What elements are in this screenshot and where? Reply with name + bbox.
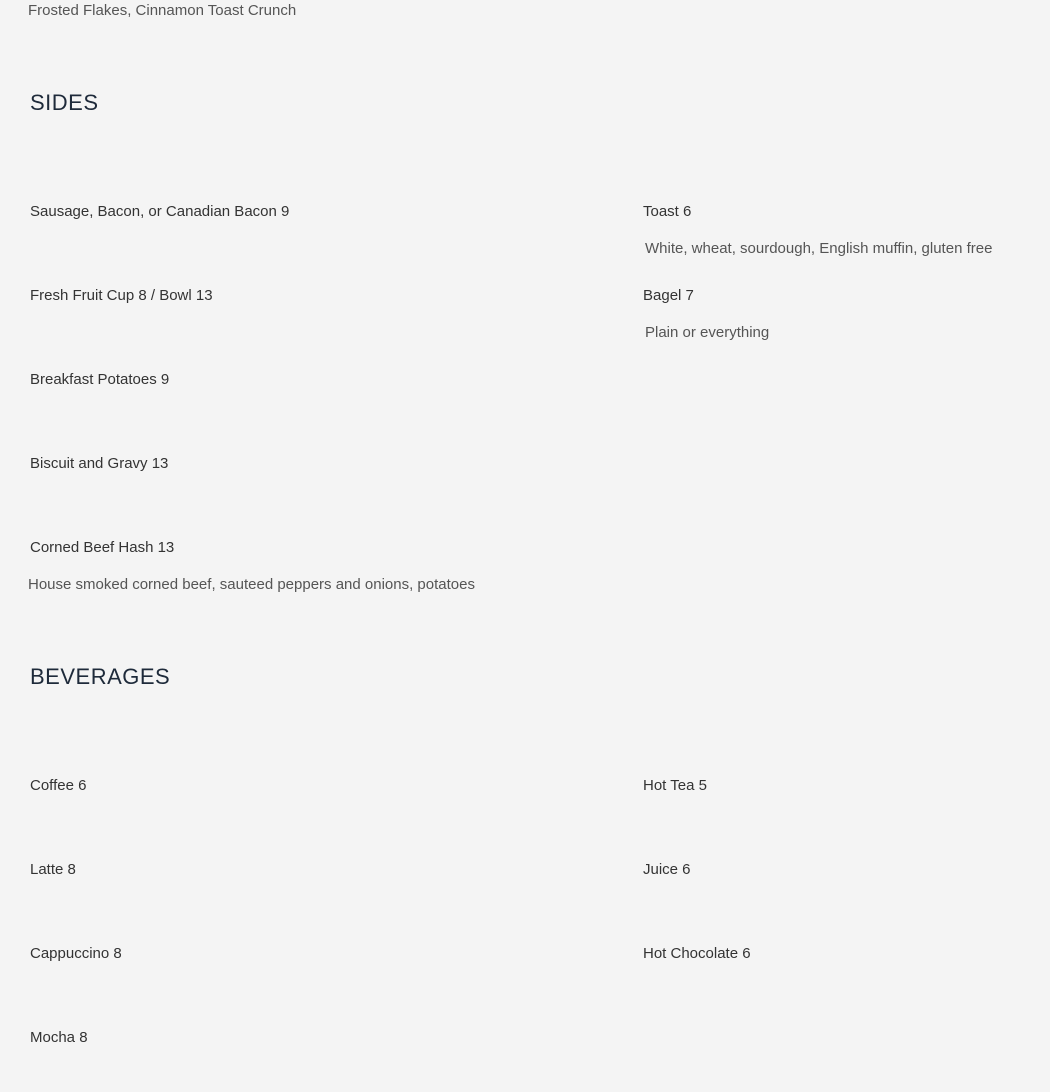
item-description: Frosted Flakes, Cinnamon Toast Crunch	[28, 2, 297, 19]
item-description: House smoked corned beef, sauteed peppers and onions, potatoes	[28, 576, 475, 593]
menu-item-cappuccino: Cappuccino 8	[30, 945, 122, 962]
section-title-sides: SIDES	[30, 90, 99, 115]
item-description: White, wheat, sourdough, English muffin, gluten free	[645, 240, 993, 257]
menu-item-fresh-fruit: Fresh Fruit Cup 8 / Bowl 13	[30, 287, 213, 304]
menu-item-breakfast-potatoes: Breakfast Potatoes 9	[30, 371, 170, 388]
menu-item-juice: Juice 6	[643, 861, 691, 878]
menu-item-toast: Toast 6	[643, 203, 692, 220]
menu-item-latte: Latte 8	[30, 861, 76, 878]
menu-item-sausage-bacon: Sausage, Bacon, or Canadian Bacon 9	[30, 203, 290, 220]
item-description: Plain or everything	[645, 324, 770, 341]
menu-item-biscuit-gravy: Biscuit and Gravy 13	[30, 455, 169, 472]
menu-item-corned-beef-hash: Corned Beef Hash 13	[30, 539, 175, 556]
section-title-beverages: BEVERAGES	[30, 664, 171, 689]
menu-item-mocha: Mocha 8	[30, 1029, 88, 1046]
menu-item-bagel: Bagel 7	[643, 287, 694, 304]
menu-item-coffee: Coffee 6	[30, 777, 87, 794]
menu-item-hot-tea: Hot Tea 5	[643, 777, 707, 794]
menu-item-hot-chocolate: Hot Chocolate 6	[643, 945, 751, 962]
